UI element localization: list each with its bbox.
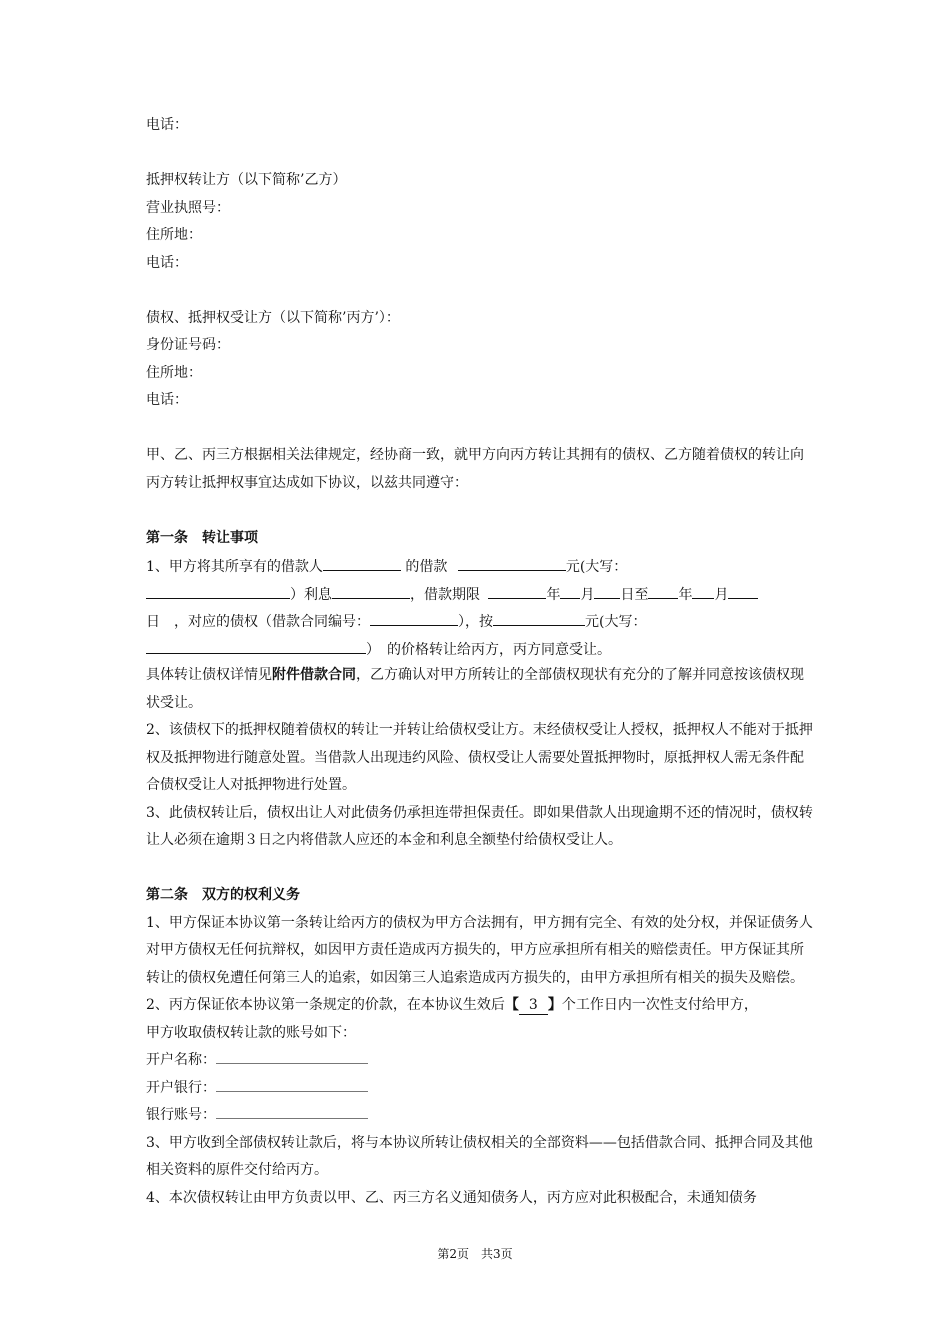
current-page-number: 2: [449, 1247, 457, 1261]
article-2-clause-3: 3、甲方收到全部债权转让款后，将与本协议所转让债权相关的全部资料——包括借款合同、抵押合同及其他相关资料的原件交付给丙方。: [146, 1134, 813, 1178]
account-name-blank: [216, 1047, 368, 1064]
article-1-clause-1-line-1: 1、甲方将其所享有的借款人 的借款 元(大写：: [146, 552, 816, 580]
preamble: 甲、乙、丙三方根据相关法律规定，经协商一致，就甲方向丙方转让其拥有的债权、乙方随着债权的转让向丙方转让抵押权事宜达成如下协议，以兹共同遵守：: [146, 447, 804, 491]
end-month-blank: [692, 580, 714, 599]
borrower-blank: [323, 552, 401, 571]
price-blank: [493, 607, 585, 626]
article-1-detail: 具体转让债权详情见附件借款合同，乙方确认对甲方所转让的全部债权现状有充分的了解并同意按该债权现状受让。: [146, 667, 804, 711]
party-b-phone: 电话：: [146, 254, 188, 271]
account-bank-row: 开户银行：: [146, 1075, 816, 1103]
end-day-blank: [728, 580, 758, 599]
article-1-clause-2: 2、该债权下的抵押权随着债权的转让一并转让给债权受让方。末经债权受让人授权，抵押权人不能对于抵押权及抵押物进行随意处置。当借款人出现违约风险、债权受让人需要处置抵押物时，原抵押权人需无条件配合债权受让人对抵押物进行处置。: [146, 722, 813, 793]
account-name-row: 开户名称：: [146, 1047, 816, 1075]
party-b-title: 抵押权转让方（以下简称’乙方）: [146, 172, 347, 188]
article-2-heading: 第二条 双方的权利义务: [146, 887, 300, 903]
document-body: [146, 112, 816, 1212]
loan-amount-blank: [458, 552, 566, 571]
party-a-phone: 电话：: [146, 117, 188, 133]
start-year-blank: [488, 580, 546, 599]
account-bank-blank: [216, 1075, 368, 1092]
end-year-blank: [648, 580, 678, 599]
amount-words-blank: [146, 580, 290, 599]
interest-blank: [332, 580, 410, 599]
party-c-address: 住所地：: [146, 364, 202, 381]
article-2-clause-2-line-1: 2、丙方保证依本协议第一条规定的价款，在本协议生效后【 3 】个工作日内一次性支付给甲方，: [146, 997, 758, 1013]
account-number-row: 银行账号：: [146, 1102, 816, 1130]
price-words-blank: [146, 635, 366, 654]
party-c-id-number: 身份证号码：: [146, 337, 230, 353]
article-1-clause-1-line-3: 日 ，对应的债权（借款合同编号： ），按 元(大写：: [146, 607, 816, 635]
start-month-blank: [560, 580, 580, 599]
attachment-loan-contract: 附件借款合同: [272, 667, 356, 683]
article-2-clause-4: 4、本次债权转让由甲方负责以甲、乙、丙三方名义通知债务人，丙方应对此积极配合，未通知债务: [146, 1189, 757, 1206]
page-footer: 第2页 共3页: [437, 1247, 513, 1261]
start-day-blank: [594, 580, 620, 599]
article-1-heading: 第一条 转让事项: [146, 529, 258, 546]
contract-number-blank: [370, 607, 458, 626]
article-1-clause-1-line-4: ） 的价格转让给丙方，丙方同意受让。: [146, 635, 816, 663]
party-b-address: 住所地：: [146, 227, 202, 243]
party-c-phone: 电话：: [146, 392, 188, 408]
party-c-title: 债权、抵押权受让方（以下简称’丙方’）：: [146, 309, 400, 326]
total-pages: 3: [493, 1247, 501, 1261]
article-1-clause-3: 3、此债权转让后，债权出让人对此债务仍承担连带担保责任。即如果借款人出现逾期不还的情况时，债权转让人必须在逾期３日之内将借款人应还的本金和利息全额垫付给债权受让人。: [146, 804, 813, 848]
payment-days: 3: [519, 996, 548, 1015]
party-b-license: 营业执照号：: [146, 199, 230, 216]
article-2-clause-2-line-2: 甲方收取债权转让款的账号如下：: [146, 1024, 356, 1041]
article-2-clause-1: 1、甲方保证本协议第一条转让给丙方的债权为甲方合法拥有，甲方拥有完全、有效的处分权，并保证债务人对甲方债权无任何抗辩权，如因甲方责任造成丙方损失的，甲方应承担所有相关的赔偿责任。甲方保证其所转让的债权免遭任何第三人的追索，如因第三人追索造成丙方损失的，由甲方承担所有相关的损失及赔偿。: [146, 914, 813, 986]
account-number-blank: [216, 1102, 368, 1119]
article-1-clause-1-line-2: ）利息 ，借款期限 年 月 日至 年 月: [146, 580, 816, 608]
